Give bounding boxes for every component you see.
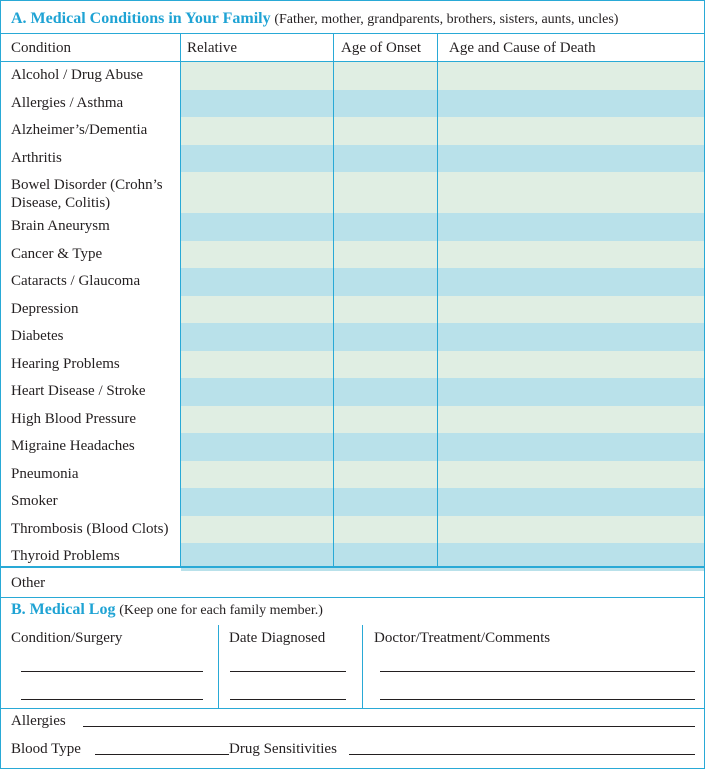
blood-type-label: Blood Type — [11, 741, 81, 757]
section-a-subtitle: (Father, mother, grandparents, brothers, sisters, aunts, uncles) — [274, 12, 619, 27]
row-separator — [1, 116, 181, 117]
condition-label: Brain Aneurysm — [11, 218, 110, 234]
date-diagnosed-line[interactable] — [230, 671, 346, 672]
condition-label: Bowel Disorder (Crohn’s Disease, Colitis) — [11, 177, 163, 211]
doctor-treatment-line[interactable] — [380, 699, 695, 700]
column-header-age-cause-death: Age and Cause of Death — [449, 40, 596, 56]
condition-label: Thyroid Problems — [11, 548, 120, 564]
row-separator — [1, 570, 181, 571]
divider — [1, 708, 704, 709]
log-header-date-diagnosed: Date Diagnosed — [229, 630, 326, 646]
log-header-doctor-treatment: Doctor/Treatment/Comments — [374, 630, 551, 646]
row-separator — [1, 295, 181, 296]
condition-label: Smoker — [11, 493, 58, 509]
row-separator — [1, 171, 181, 172]
doctor-treatment-line[interactable] — [380, 671, 695, 672]
row-separator — [1, 405, 181, 406]
row-separator — [1, 322, 181, 323]
condition-label: Hearing Problems — [11, 355, 120, 372]
row-separator — [1, 515, 181, 516]
column-divider — [333, 34, 334, 566]
section-b-subtitle: (Keep one for each family member.) — [119, 603, 323, 618]
table-row[interactable] — [181, 351, 704, 379]
column-header-relative: Relative — [187, 40, 237, 56]
condition-label: Cancer & Type — [11, 245, 103, 262]
divider — [1, 33, 704, 34]
table-row[interactable] — [181, 213, 704, 241]
log-header-condition-surgery: Condition/Surgery — [11, 630, 123, 646]
condition-label: Depression — [11, 300, 79, 317]
allergies-line[interactable] — [83, 726, 695, 727]
condition-label: Allergies / Asthma — [11, 94, 124, 111]
condition-label: Cataracts / Glaucoma — [11, 273, 141, 289]
condition-label: Heart Disease / Stroke — [11, 383, 146, 399]
condition-label: Migraine Headaches — [11, 438, 135, 454]
table-row[interactable] — [181, 433, 704, 461]
row-separator — [1, 377, 181, 378]
column-header-age-of-onset: Age of Onset — [341, 40, 421, 56]
row-separator — [1, 432, 181, 433]
row-separator — [1, 542, 181, 543]
allergies-label: Allergies — [11, 713, 66, 729]
section-a-title: A. Medical Conditions in Your Family — [11, 10, 271, 27]
blood-type-line[interactable] — [95, 754, 229, 755]
table-row[interactable] — [181, 268, 704, 296]
column-divider — [362, 625, 363, 708]
divider — [1, 566, 704, 568]
condition-label: Diabetes — [11, 328, 64, 344]
row-separator — [1, 212, 181, 213]
section-b-header — [11, 601, 701, 619]
condition-label: High Blood Pressure — [11, 410, 136, 427]
row-separator — [1, 460, 181, 461]
table-row[interactable] — [181, 145, 704, 173]
row-separator — [1, 240, 181, 241]
condition-surgery-line[interactable] — [21, 671, 203, 672]
condition-label: Thrombosis (Blood Clots) — [11, 520, 169, 537]
section-b-title: B. Medical Log — [11, 601, 116, 618]
table-row[interactable] — [181, 323, 704, 351]
divider — [1, 597, 704, 598]
table-row[interactable] — [181, 172, 704, 213]
condition-label: Arthritis — [11, 149, 62, 166]
other-label: Other — [11, 575, 46, 591]
drug-sensitivities-line[interactable] — [349, 754, 695, 755]
row-separator — [1, 89, 181, 90]
table-row[interactable] — [181, 461, 704, 489]
date-diagnosed-line[interactable] — [230, 699, 346, 700]
column-divider — [180, 34, 181, 566]
row-separator — [1, 267, 181, 268]
column-divider — [218, 625, 219, 708]
table-row[interactable] — [181, 406, 704, 434]
table-row[interactable] — [181, 117, 704, 145]
condition-label: Alzheimer’s/Dementia — [11, 122, 148, 138]
drug-sensitivities-label: Drug Sensitivities — [229, 741, 337, 757]
table-row[interactable] — [181, 296, 704, 324]
column-header-condition: Condition — [11, 40, 72, 56]
row-separator — [1, 487, 181, 488]
table-row[interactable] — [181, 62, 704, 90]
table-row[interactable] — [181, 516, 704, 544]
row-separator — [1, 144, 181, 145]
table-row[interactable] — [181, 378, 704, 406]
condition-surgery-line[interactable] — [21, 699, 203, 700]
table-row[interactable] — [181, 90, 704, 118]
row-separator — [1, 350, 181, 351]
column-divider — [437, 34, 438, 566]
condition-label: Pneumonia — [11, 465, 79, 482]
condition-label: Alcohol / Drug Abuse — [11, 67, 144, 83]
table-row[interactable] — [181, 488, 704, 516]
section-a-header — [11, 10, 701, 28]
table-row[interactable] — [181, 241, 704, 269]
